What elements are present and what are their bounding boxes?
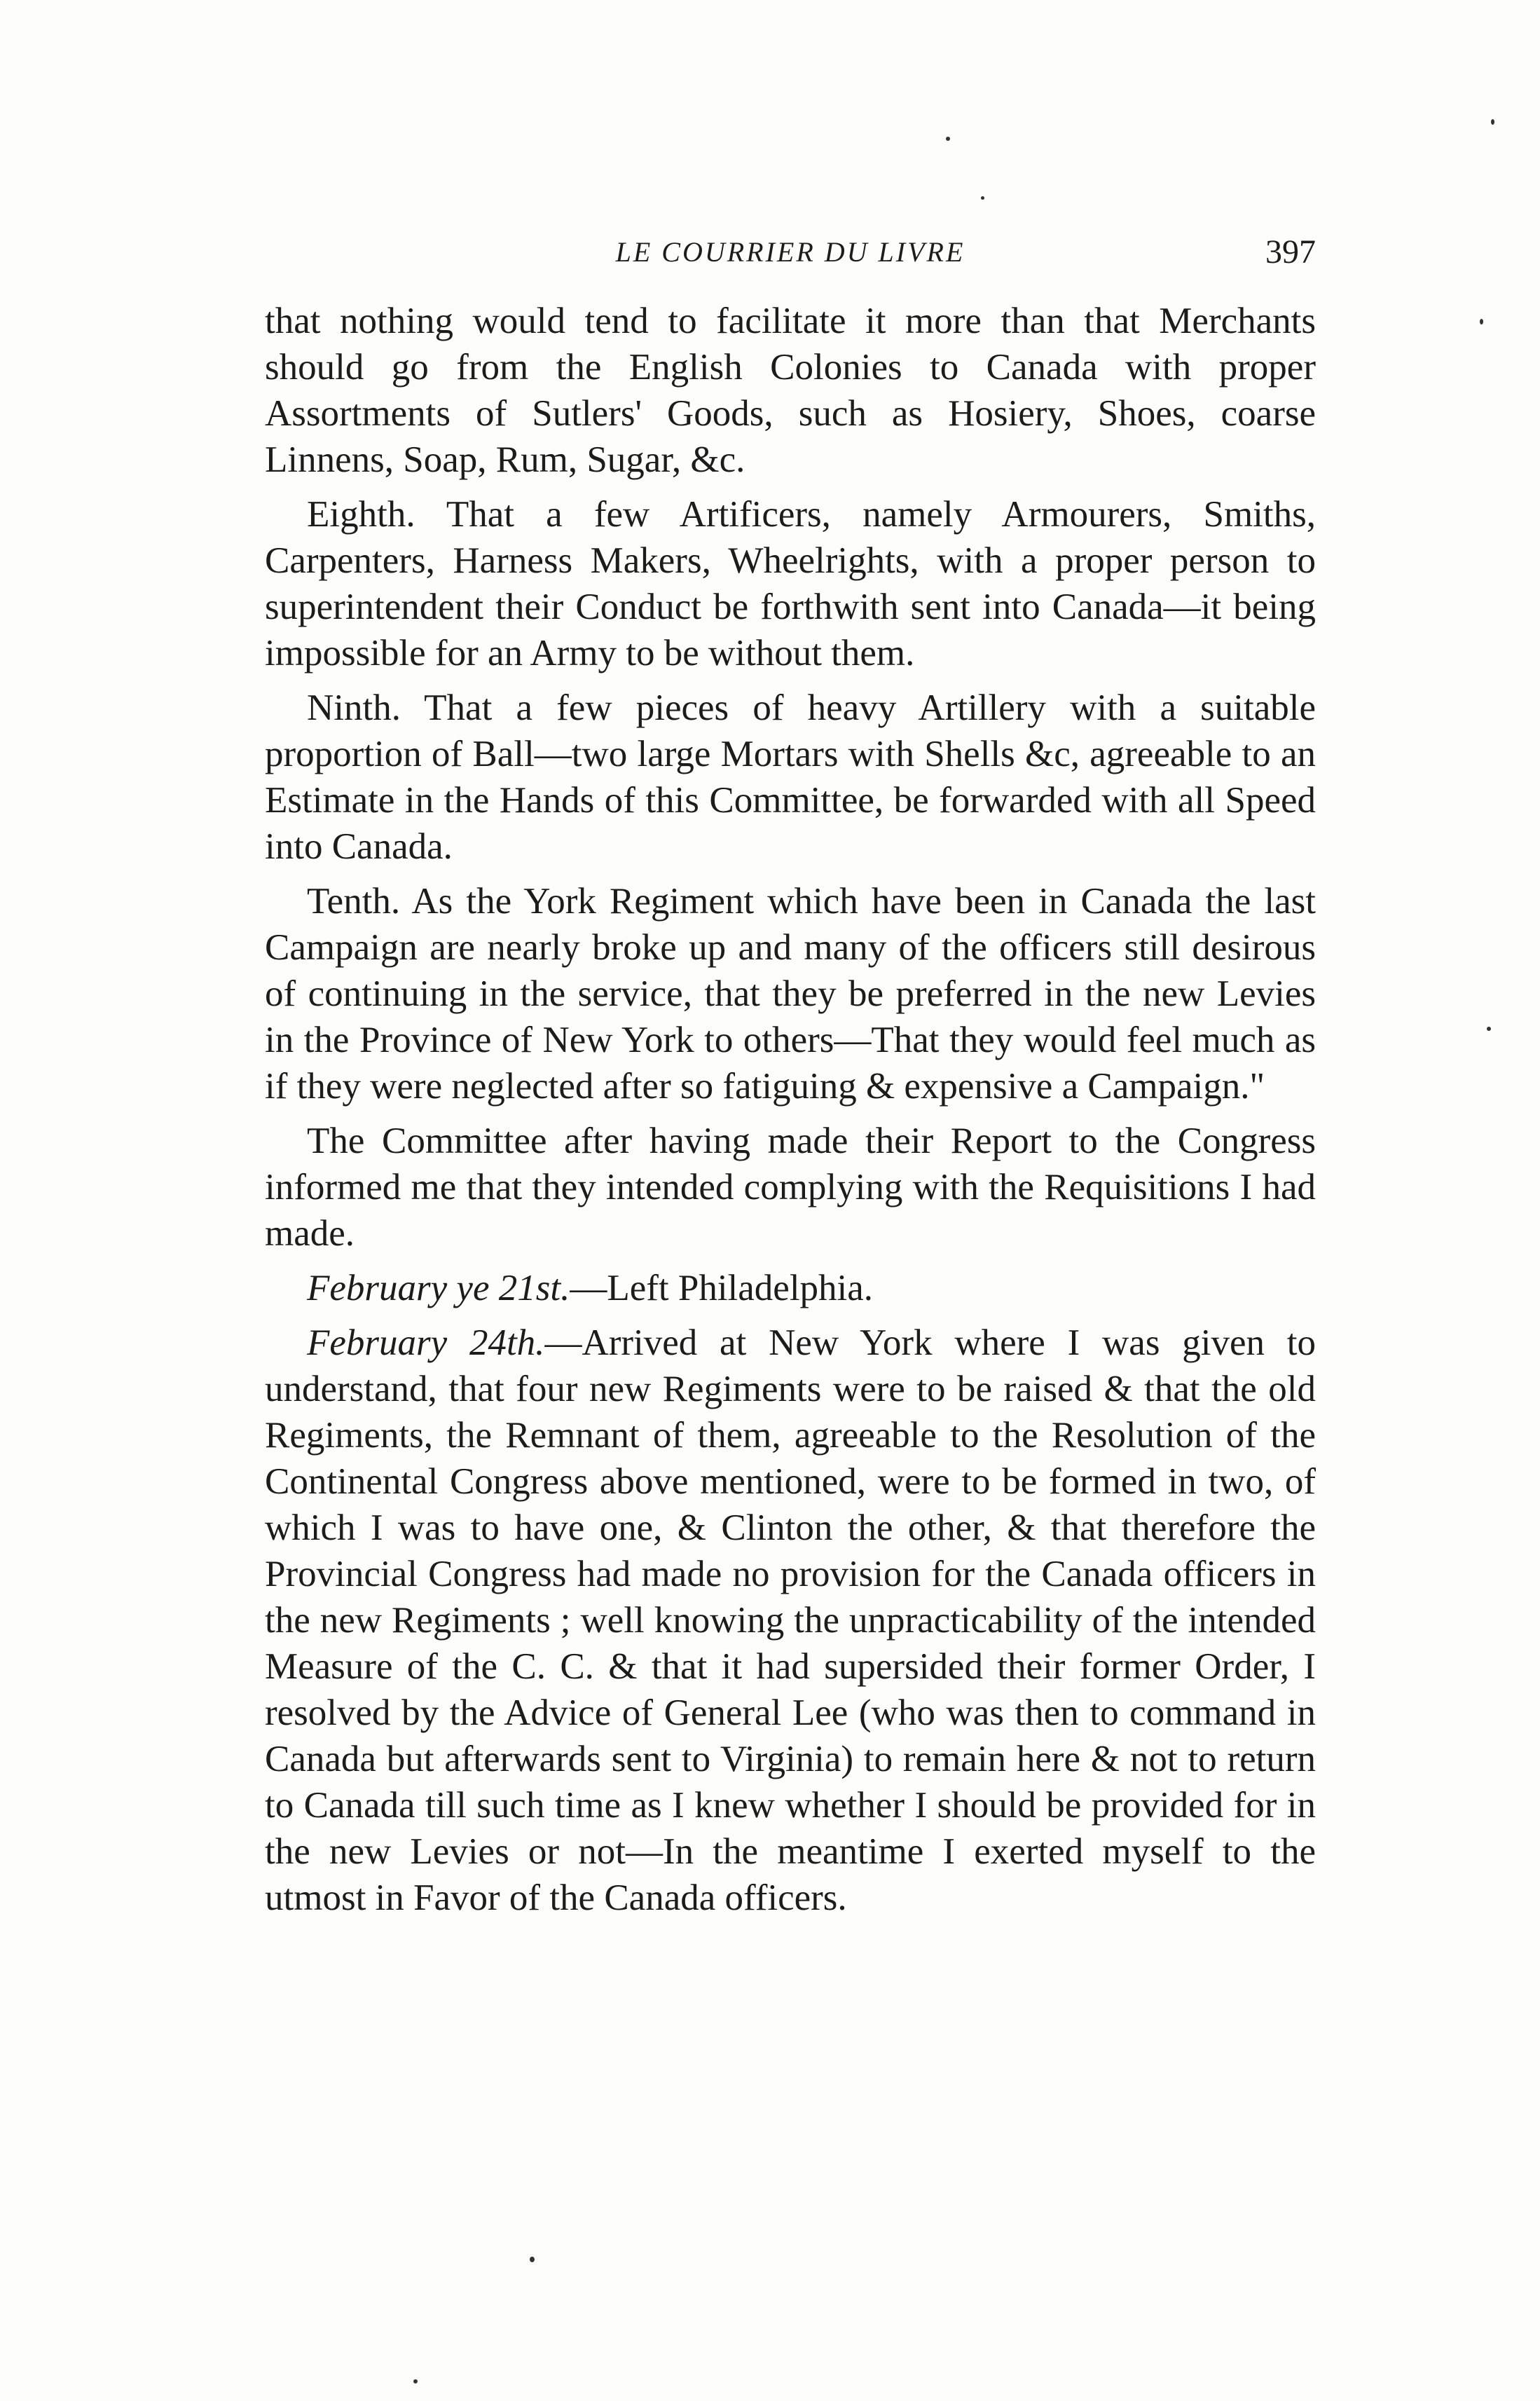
running-title: LE COURRIER DU LIVRE bbox=[615, 236, 965, 268]
running-head bbox=[265, 231, 1316, 273]
paragraph-feb-24 bbox=[265, 1320, 1316, 1921]
paragraph-ninth: Ninth. That a few pieces of heavy Artillery with a suitable proportion of Ball—two large Mortars with Shells &c, agreeable to an Estimate in the Hands of this Committee, be forwarded with all Speed into Canada. bbox=[265, 688, 1316, 867]
print-speck bbox=[1487, 1027, 1491, 1031]
paragraph-committee-report: The Committee after having made their Report to the Congress informed me that they intended complying with the Requisitions I had made. bbox=[265, 1121, 1316, 1254]
paragraph-feb-21 bbox=[265, 1265, 1316, 1311]
page-number: 397 bbox=[1265, 233, 1316, 271]
print-speck bbox=[530, 2257, 535, 2262]
print-speck bbox=[946, 137, 950, 141]
diary-date: February 24th. bbox=[307, 1322, 545, 1363]
print-speck bbox=[413, 2379, 418, 2383]
diary-entry: —Arrived at New York where I was given to understand, that four new Regiments were to be raised & that the old Regiments, the Remnant of them, agreeable to the Resolution of the Continental Congress above mentioned, were to be formed in two, of which I was to have one, & Clinton the other, & that therefore the Provincial Congress had made no provision for the Canada officers in the new Regiments ; well knowing the unpracticability of the intended Measure of the C. C. & that it had supersided their former Order, I resolved by the Advice of General Lee (who was then to command in Canada but afterwards sent to Virginia) to remain here & not to return to Canada till such time as I knew whether I should be provided for in the new Levies or not—In the meantime I exerted myself to the utmost in Favor of the Canada officers. bbox=[265, 1322, 1316, 1918]
print-speck bbox=[1491, 119, 1494, 125]
body-text bbox=[265, 298, 1316, 2106]
diary-entry: —Left Philadelphia. bbox=[570, 1268, 874, 1308]
paragraph-eighth: Eighth. That a few Artificers, namely Armourers, Smiths, Carpenters, Harness Makers, Wheelrights, with a proper person to superintendent their Conduct be forthwith sent into Canada—it being impossible for an Army to be without them. bbox=[265, 494, 1316, 673]
paragraph-tenth: Tenth. As the York Regiment which have been in Canada the last Campaign are nearly broke up and many of the officers still desirous of continuing in the service, that they be preferred in the new Levies in the Province of New York to others—That they would feel much as if they were neglected after so fatiguing & expensive a Campaign." bbox=[265, 881, 1316, 1107]
print-speck bbox=[1480, 319, 1483, 324]
paragraph-continuation: that nothing would tend to facilitate it more than that Merchants should go from the English Colonies to Canada with proper Assortments of Sutlers' Goods, such as Hosiery, Shoes, coarse Linnens, Soap, Rum, Sugar, &c. bbox=[265, 301, 1316, 480]
diary-date: February ye 21st. bbox=[307, 1268, 570, 1308]
print-speck bbox=[981, 196, 984, 200]
